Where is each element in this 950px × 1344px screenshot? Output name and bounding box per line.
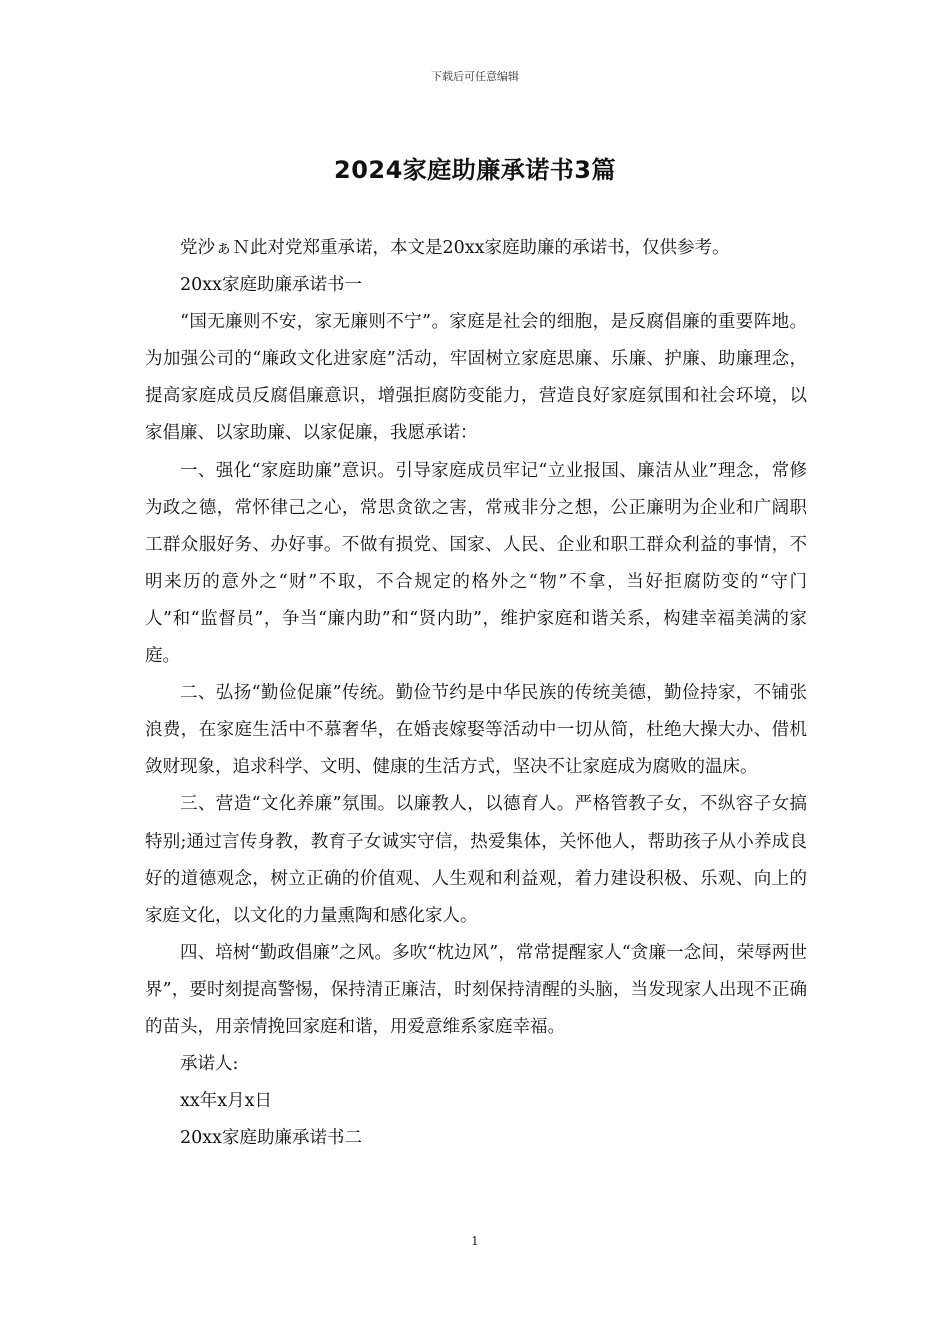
section-heading-two: 20xx家庭助廉承诺书二 [180,1128,363,1149]
body-paragraph: 二、弘扬“勤俭促廉”传统。勤俭节约是中华民族的传统美德，勤俭持家，不铺张浪费，在家庭生活中不慕奢华，在婚丧嫁娶等活动中一切从简，杜绝大操大办、借机敛财现象，追求科学、文明、健康的生活方式，坚决不让家庭成为腐败的温床。 [145,683,807,778]
page-number: 1 [471,1234,479,1248]
body-paragraph: 三、营造“文化养廉”氛围。以廉教人，以德育人。严格管教子女，不纵容子女搞特别;通过言传身教，教育子女诚实守信，热爱集体，关怀他人，帮助孩子从小养成良好的道德观念，树立正确的价值观、人生观和利益观，着力建设积极、乐观、向上的家庭文化，以文化的力量熏陶和感化家人。 [145,794,807,926]
document-body [145,230,807,1157]
signatory-label: 承诺人: [180,1054,239,1075]
body-paragraph: 一、强化“家庭助廉”意识。引导家庭成员牢记“立业报国、廉洁从业”理念，常修为政之德，常怀律己之心，常思贪欲之害，常戒非分之想，公正廉明为企业和广阔职工群众服好务、办好事。不做有损党、国家、人民、企业和职工群众利益的事情，不明来历的意外之“财”不取，不合规定的格外之“物”不拿，当好拒腐防变的“守门人”和“监督员”，争当“廉内助”和“贤内助”，维护家庭和谐关系，构建幸福美满的家庭。 [145,460,807,667]
intro-paragraph: 党沙ぁＮ此对党郑重承诺，本文是20xx家庭助廉的承诺书，仅供参考。 [180,238,730,258]
date-line: xx年x月x日 [180,1091,272,1112]
body-paragraph: 四、培树“勤政倡廉”之风。多吹“枕边风”，常常提醒家人“贪廉一念间，荣辱两世界”，要时刻提高警惕，保持清正廉洁，时刻保持清醒的头脑，当发现家人出现不正确的苗头，用亲情挽回家庭和谐，用爱意维系家庭幸福。 [145,942,807,1037]
body-paragraph: “国无廉则不安，家无廉则不宁”。家庭是社会的细胞，是反腐倡廉的重要阵地。为加强公司的“廉政文化进家庭”活动，牢固树立家庭思廉、乐廉、护廉、助廉理念，提高家庭成员反腐倡廉意识，增强拒腐防变能力，营造良好家庭氛围和社会环境，以家倡廉、以家助廉、以家促廉，我愿承诺： [145,312,807,444]
document-title: 2024家庭助廉承诺书3篇 [334,156,616,184]
section-heading-one: 20xx家庭助廉承诺书一 [180,275,363,296]
header-note: 下载后可任意编辑 [431,70,519,83]
